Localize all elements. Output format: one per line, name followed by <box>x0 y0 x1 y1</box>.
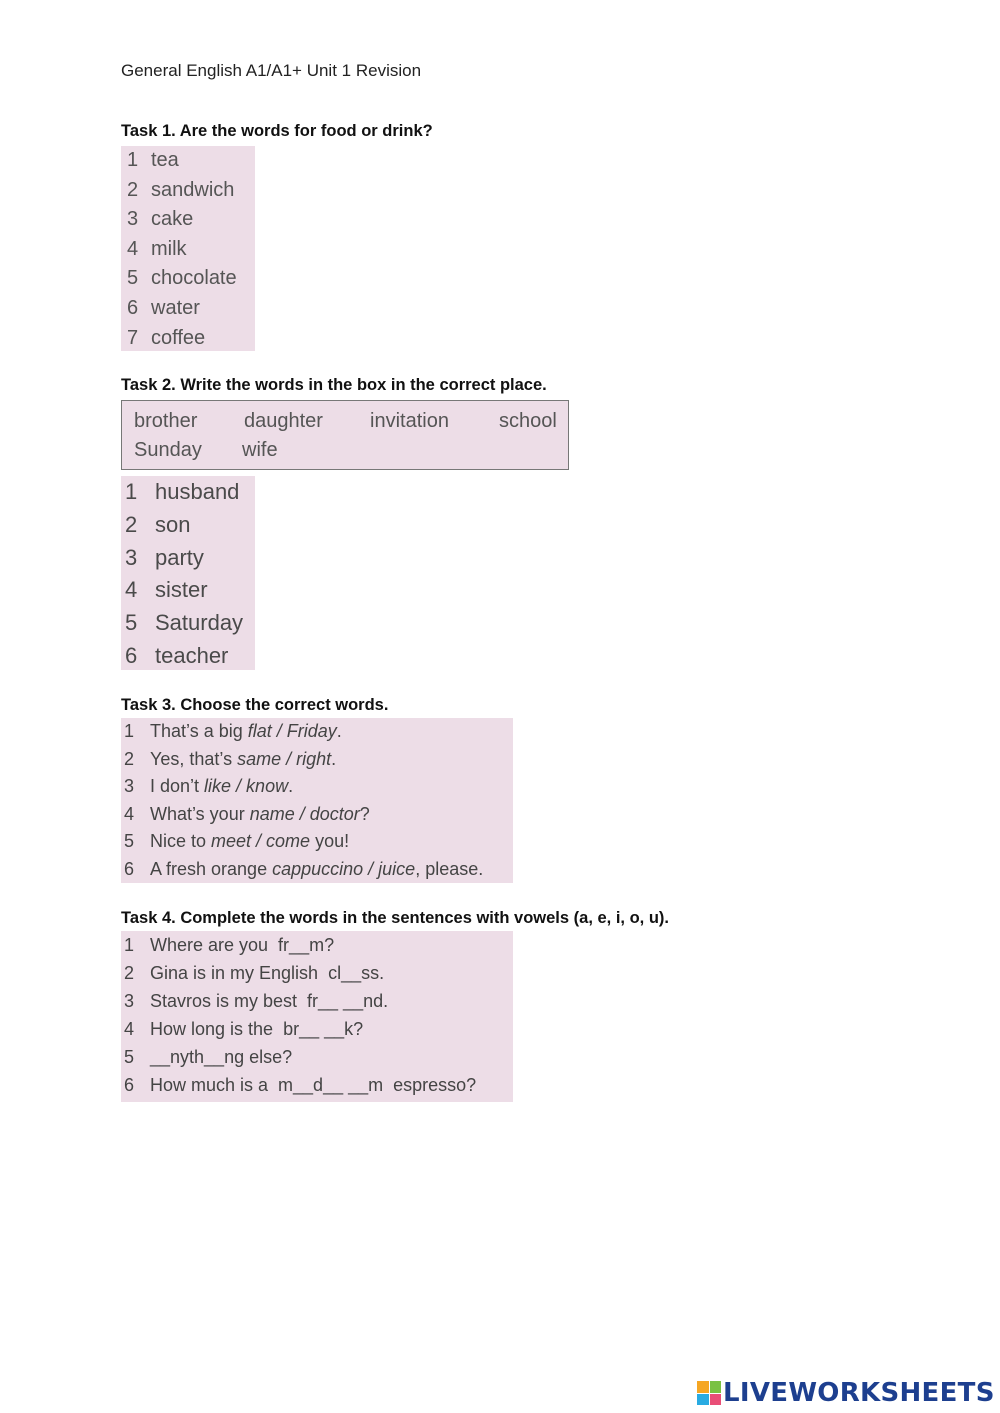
list-item: 1 tea <box>127 149 179 171</box>
task3-list <box>121 718 513 883</box>
list-item: 5 chocolate <box>127 267 237 290</box>
list-item: 7 coffee <box>127 326 206 349</box>
list-item: 2 son <box>125 511 191 537</box>
list-item: 4 milk <box>127 237 187 260</box>
list-item: 3 party <box>125 544 204 570</box>
box-word: school <box>499 410 557 432</box>
task2-list <box>121 476 255 670</box>
list-item: 2 Yes, that’s same / right. <box>124 748 337 769</box>
box-word: Sunday <box>134 439 202 461</box>
box-word: wife <box>242 439 278 461</box>
list-item: 5 __nyth__ng else? <box>124 1047 293 1067</box>
list-item: 3 I don’t like / know. <box>124 776 294 796</box>
list-item: 4 How long is the br__ __k? <box>124 1019 364 1039</box>
box-word: brother <box>134 410 198 432</box>
list-item: 5 Nice to meet / come you! <box>124 831 350 851</box>
word-box <box>121 400 569 470</box>
task2-title: Task 2. Write the words in the box in the correct place. <box>121 376 547 394</box>
list-item: 4 What’s your name / doctor? <box>124 803 370 824</box>
list-item: 5 Saturday <box>125 610 244 636</box>
list-item: 6 teacher <box>125 642 229 668</box>
list-item: 1 That’s a big flat / Friday. <box>124 721 342 741</box>
liveworksheets-logo-icon <box>697 1381 721 1405</box>
list-item: 3 Stavros is my best fr__ __nd. <box>124 991 389 1011</box>
list-item: 4 sister <box>125 577 208 603</box>
task3-title: Task 3. Choose the correct words. <box>121 696 389 714</box>
task1-list <box>121 146 255 351</box>
document-title: General English A1/A1+ Unit 1 Revision <box>121 61 422 80</box>
list-item: 6 water <box>127 296 200 319</box>
list-item: 6 How much is a m__d__ __m espresso? <box>124 1075 477 1095</box>
box-word: daughter <box>244 410 323 432</box>
list-item: 1 Where are you fr__m? <box>124 935 335 955</box>
task4-title: Task 4. Complete the words in the sentences with vowels (a, e, i, o, u). <box>121 909 669 927</box>
list-item: 3 cake <box>127 208 194 231</box>
brand-name: LIVEWORKSHEETS <box>723 1378 995 1408</box>
list-item: 2 Gina is in my English cl__ss. <box>124 963 385 983</box>
list-item: 2 sandwich <box>127 178 235 201</box>
box-word: invitation <box>370 410 449 432</box>
liveworksheets-logo <box>697 1378 995 1408</box>
task4-list <box>121 931 513 1102</box>
list-item: 6 A fresh orange cappuccino / juice, please. <box>124 858 484 879</box>
list-item: 1 husband <box>125 479 240 504</box>
task1-title: Task 1. Are the words for food or drink? <box>121 122 433 140</box>
